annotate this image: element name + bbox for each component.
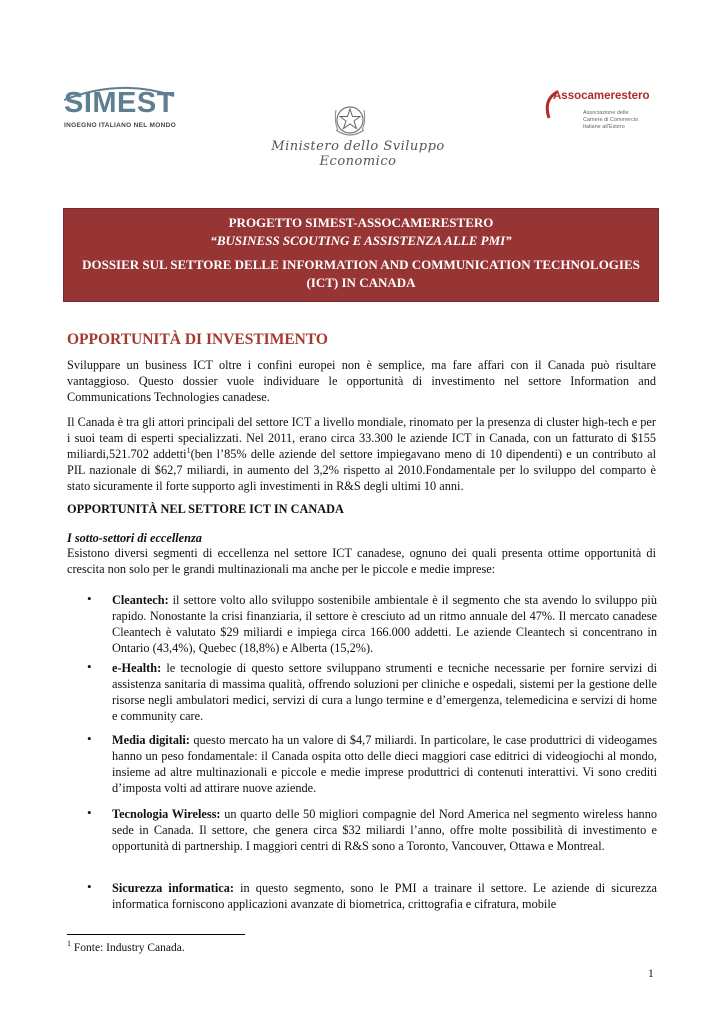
ministry-name: Ministero dello Sviluppo Economico bbox=[271, 139, 445, 169]
section-heading: OPPORTUNITÀ DI INVESTIMENTO bbox=[67, 331, 328, 348]
subsection-intro: Esistono diversi segmenti di eccellenza nel settore ICT canadese, ognuno dei quali presenta ottime opportunità di crescita non solo per le grandi multinazionali ma anche per le piccole e medie imprese: bbox=[67, 546, 656, 576]
canada-paragraph-text: Il Canada è tra gli attori principali del settore ICT a livello mondiale, rinomato per la presenza di cluster high-tech e per i suoi team di esperti specializzati. Nel 2011, erano circa 33.300 le aziende ICT in Canada, con un fatturato di $155 miliardi,521.702 addetti bbox=[67, 415, 656, 461]
bullet-term: e-Health: bbox=[112, 661, 162, 675]
bullet-text: il settore volto allo sviluppo sostenibile ambientale è il segmento che sta avendo lo sviluppo più rapido. Nonostante la crisi finanziaria, il settore è cresciuto ad un ritmo annuale del 47%. Il mercato canadese Cleantech è valutato $29 miliardi e impiega circa 166.000 addetti. Le aziende Cleantech si concentrano in Ontario (43,4%), Quebec (18,8%) e Alberta (15,2%). bbox=[112, 593, 657, 655]
simest-wordmark: SIMEST bbox=[64, 87, 175, 119]
intro-paragraph: Sviluppare un business ICT oltre i confini europei non è semplice, ma fare affari con il Canada può risultare vantaggioso. Questo dossier vuole individuare le opportunità di investimento nel settore Information and Communications Technologies canadese. bbox=[67, 358, 656, 404]
footnote-separator bbox=[67, 934, 245, 935]
canada-paragraph bbox=[67, 414, 656, 494]
title-line-2: “BUSINESS SCOUTING E ASSISTENZA ALLE PMI” bbox=[210, 233, 512, 248]
simest-tagline: INGEGNO ITALIANO NEL MONDO bbox=[64, 122, 176, 129]
assocamerestero-logo bbox=[541, 88, 651, 148]
bullet-dot: • bbox=[87, 591, 92, 606]
subsection-title: I sotto-settori di eccellenza bbox=[67, 531, 202, 545]
bullet-term: Cleantech: bbox=[112, 593, 169, 607]
bullet-dot: • bbox=[87, 879, 92, 894]
bullet-text: questo mercato ha un valore di $4,7 miliardi. In particolare, le case produttrici di videogames hanno un peso fondamentale: il Canada ospita otto delle dieci maggiori case editrici di videogiochi al mondo, insieme ad altre multinazionali e piccole e medie imprese produttrici di contenuti interattivi. Vi sono crediti d’imposta volti ad attirare nuove aziende. bbox=[112, 733, 657, 795]
bullet-term: Media digitali: bbox=[112, 733, 190, 747]
subheading: OPPORTUNITÀ NEL SETTORE ICT IN CANADA bbox=[67, 502, 344, 516]
title-line-4: (ICT) IN CANADA bbox=[306, 275, 416, 290]
bullet-dot: • bbox=[87, 659, 92, 674]
canada-paragraph-text-cont: (ben l’85% delle aziende del settore impiegavano meno di 10 dipendenti) e un contributo al PIL nazionale di $62,7 miliardi, in aumento del 3,2% rispetto al 2010.Fondamentale per lo sviluppo del comparto è stato sicuramente il forte supporto agli investimenti in R&S degli ultimi 10 anni. bbox=[67, 447, 656, 493]
assocamerestero-subtitle: Associazione delle Camere di Commercio Italiane all'Estero bbox=[583, 110, 639, 130]
footnote-text: Fonte: Industry Canada. bbox=[71, 942, 185, 954]
title-line-1: PROGETTO SIMEST-ASSOCAMERESTERO bbox=[228, 215, 494, 230]
bullet-term: Tecnologia Wireless: bbox=[112, 807, 221, 821]
bullet-term: Sicurezza informatica: bbox=[112, 881, 234, 895]
title-line-3: DOSSIER SUL SETTORE DELLE INFORMATION AND COMMUNICATION TECHNOLOGIES bbox=[82, 257, 640, 272]
page-number: 1 bbox=[648, 968, 654, 980]
bullet-text: un quarto delle 50 migliori compagnie del Nord America nel segmento wireless hanno sede in Canada. Il settore, che genera circa $32 miliardi l’anno, offre molte possibilità di investimento e opportunità di partnership. I maggiori centri di R&S sono a Toronto, Vancouver, Ottawa e Montreal. bbox=[112, 807, 657, 853]
simest-logo bbox=[60, 88, 178, 138]
footnote bbox=[67, 939, 185, 954]
bullet-dot: • bbox=[87, 805, 92, 820]
assocamerestero-wordmark: Assocamerestero bbox=[553, 90, 650, 102]
bullet-text: in questo segmento, sono le PMI a trainare il settore. Le aziende di sicurezza informatica forniscono applicazioni avanzate di biometrica, crittografia e cifratura, mobile bbox=[112, 881, 657, 911]
footnote-number: 1 bbox=[67, 939, 71, 949]
bullet-text: le tecnologie di questo settore sviluppano strumenti e tecniche necessarie per fornire servizi di assistenza sanitaria di massima qualità, offrendo soluzioni per cliniche e ospedali, sistemi per la gestione delle risorse negli ambulatori medici, servizi di cura a lungo termine e d’emergenza, telemedicina e servizi di home e community care. bbox=[112, 661, 657, 723]
italian-republic-emblem-icon bbox=[330, 100, 370, 140]
bullet-dot: • bbox=[87, 731, 92, 746]
title-box bbox=[63, 208, 659, 302]
footnote-ref: 1 bbox=[186, 445, 191, 455]
